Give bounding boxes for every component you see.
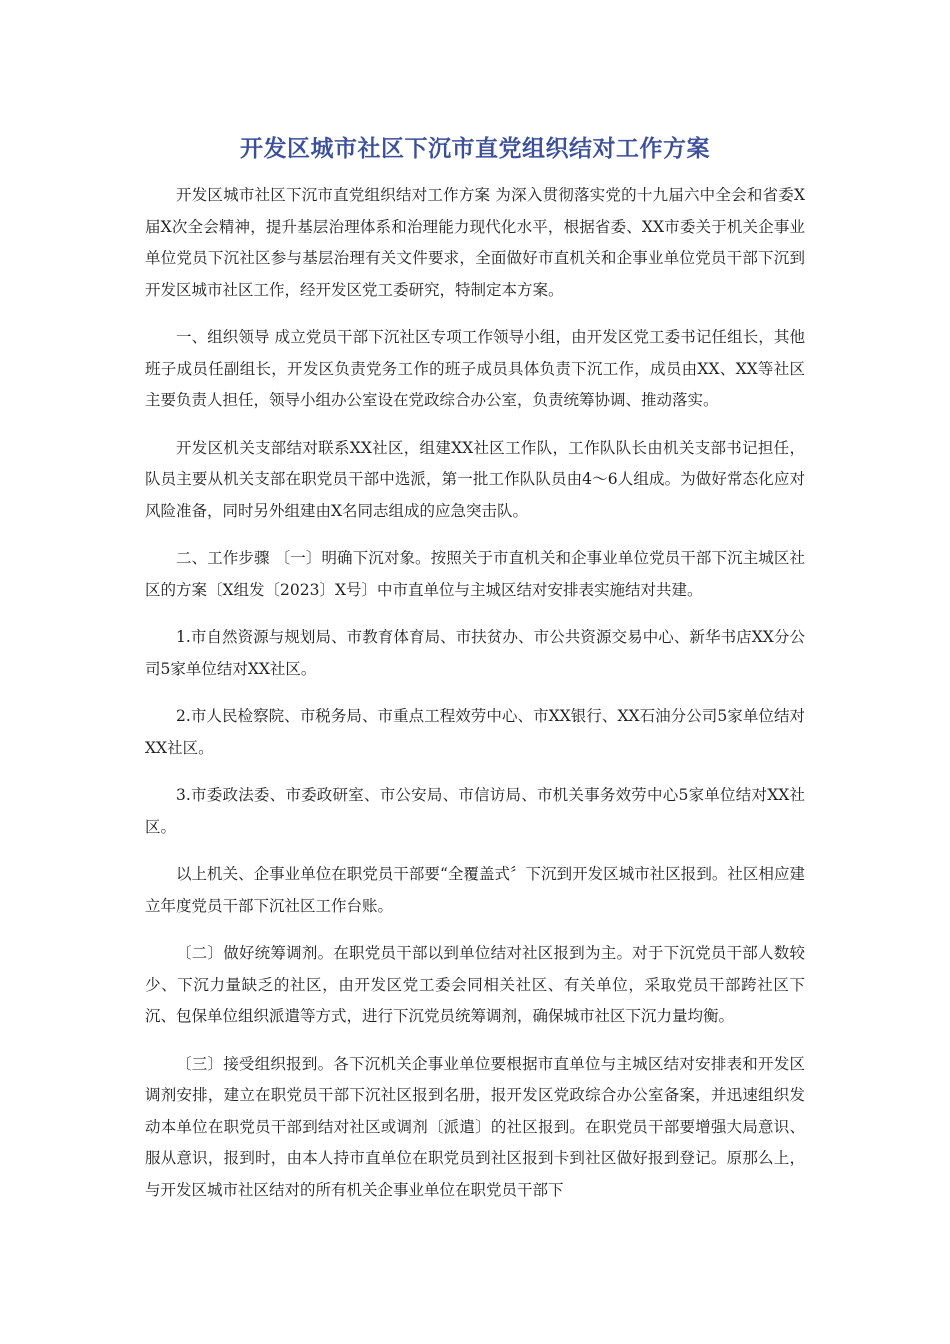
- paragraph-section-1: 一、组织领导 成立党员干部下沉社区专项工作领导小组，由开发区党工委书记任组长，其他班子成员任副组长，开发区负责党务工作的班子成员具体负责下沉工作，成员由XX、XX等社区主要负责人担任，领导小组办公室设在党政综合办公室，负责统筹协调、推动落实。: [145, 328, 805, 409]
- paragraph-intro: 开发区城市社区下沉市直党组织结对工作方案 为深入贯彻落实党的十九届六中全会和省委X届X次全会精神，提升基层治理体系和治理能力现代化水平，根据省委、XX市委关于机关企事业单位党员下沉社区参与基层治理有关文件要求，全面做好市直机关和企事业单位党员干部下沉到开发区城市社区工作，经开发区党工委研究，特制定本方案。: [145, 186, 805, 299]
- paragraph-item-1: 1.市自然资源与规划局、市教育体育局、市扶贫办、市公共资源交易中心、新华书店XX分公司5家单位结对XX社区。: [145, 628, 805, 678]
- document-body: [145, 180, 805, 1222]
- paragraph-registration: 〔三〕接受组织报到。各下沉机关企事业单位要根据市直单位与主城区结对安排表和开发区调剂安排，建立在职党员干部下沉社区报到名册，报开发区党政综合办公室备案，并迅速组织发动本单位在职党员干部到结对社区或调剂〔派遣〕的社区报到。在职党员干部要增强大局意识、服从意识，报到时，由本人持市直单位在职党员到社区报到卡到社区做好报到登记。原那么上，与开发区城市社区结对的所有机关企事业单位在职党员干部下: [145, 1054, 805, 1199]
- paragraph-coverage: 以上机关、企事业单位在职党员干部要“全覆盖式〞下沉到开发区城市社区报到。社区相应建立年度党员干部下沉社区工作台账。: [145, 865, 805, 915]
- document-title: 开发区城市社区下沉市直党组织结对工作方案: [240, 136, 710, 162]
- paragraph-item-3: 3.市委政法委、市委政研室、市公安局、市信访局、市机关事务效劳中心5家单位结对XX社区。: [145, 786, 805, 836]
- paragraph-coordination: 〔二〕做好统筹调剂。在职党员干部以到单位结对社区报到为主。对于下沉党员干部人数较少、下沉力量缺乏的社区，由开发区党工委会同相关社区、有关单位，采取党员干部跨社区下沉、包保单位组织派遣等方式，进行下沉党员统筹调剂，确保城市社区下沉力量均衡。: [145, 944, 805, 1025]
- paragraph-item-2: 2.市人民检察院、市税务局、市重点工程效劳中心、市XX银行、XX石油分公司5家单位结对XX社区。: [145, 707, 805, 757]
- paragraph-section-2: 二、工作步骤 〔一〕明确下沉对象。按照关于市直机关和企事业单位党员干部下沉主城区社区的方案〔X组发〔2023〕X号〕中市直单位与主城区结对安排表实施结对共建。: [145, 549, 805, 599]
- paragraph-branch: 开发区机关支部结对联系XX社区，组建XX社区工作队，工作队队长由机关支部书记担任，队员主要从机关支部在职党员干部中选派，第一批工作队队员由4～6人组成。为做好常态化应对风险准备，同时另外组建由X名同志组成的应急突击队。: [145, 438, 805, 520]
